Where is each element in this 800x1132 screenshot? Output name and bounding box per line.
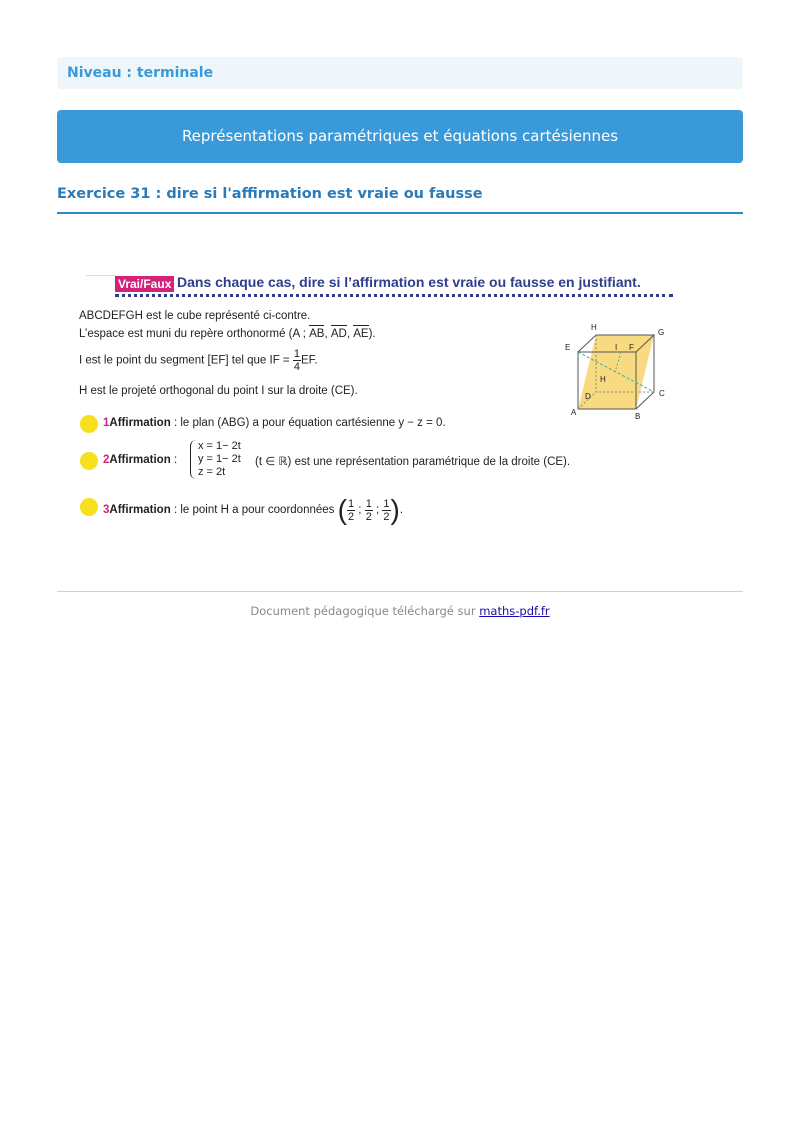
aff2-number: 2 [103,454,110,466]
statement-line-3 [79,348,318,373]
statement-line-4: H est le projeté orthogonal du point I sur la droite (CE). [79,385,358,397]
coord-sep-2: ; [376,504,380,517]
label-d: D [585,392,591,401]
coord-y-num: 1 [365,497,372,510]
coord-x [347,498,355,523]
bullet-dot-3 [80,498,98,516]
label-c: C [659,389,665,398]
footer-link[interactable]: maths-pdf.fr [479,604,550,618]
label-f: F [629,343,634,352]
level-box [57,57,743,89]
coord-x-den: 2 [347,510,355,523]
aff1-word: Affirmation [109,417,171,429]
affirmation-2 [103,454,177,466]
chapter-banner: Représentations paramétriques et équations cartésiennes [57,110,743,163]
footer-text: Document pédagogique téléchargé sur [250,604,480,618]
exercise-title: Exercice 31 : dire si l'affirmation est vraie ou fausse [57,186,483,202]
vector-ab: AB [309,328,325,340]
statement-line-2: L’espace est muni du repère orthonormé (A ; AB, AD, AE). [79,328,376,340]
paren-open: ( [337,494,347,525]
coord-y [365,498,373,523]
decor-line [86,275,116,276]
line2-end: ). [368,328,376,340]
coord-x-num: 1 [347,497,355,510]
coord-z-den: 2 [383,510,390,523]
label-a: A [571,408,577,417]
exercise-heading: Dans chaque cas, dire si l’affirmation est vraie ou fausse en justifiant. [177,274,641,290]
affirmation-3: 3Affirmation : le point H a pour coordonnées ( $\frac{1}{2}$ ; $\frac{1}{2}$ ; $\frac{1}{2}$ ). [103,494,404,525]
aff3-text: : le point H a pour coordonnées [170,504,335,517]
aff2-word: Affirmation [109,454,171,466]
label-i: I [615,343,618,352]
coord-z [382,498,390,523]
fraction-one-quarter [293,348,301,373]
system-line-y: y = 1− 2t [198,453,241,465]
aff2-text: : [170,454,178,466]
frac-denominator: 4 [293,361,300,373]
line3-start: I est le point du segment [EF] tel que IF = [79,354,293,367]
coord-y-den: 2 [365,510,372,523]
parametric-system [190,440,241,479]
footer [0,604,800,618]
aff3-number: 3 [103,504,110,517]
aff3-word: Affirmation [109,504,171,517]
system-line-x: x = 1− 2t [198,440,241,452]
footer-divider [57,591,743,592]
title-divider [57,212,743,214]
exercise-image [78,270,698,530]
label-g: G [658,328,665,337]
affirmation-1 [103,417,446,429]
dotted-divider [115,294,673,297]
label-h-top: H [591,323,597,332]
system-line-z: z = 2t [198,466,226,478]
aff1-text: : le plan (ABG) a pour équation cartésienne y − z = 0. [170,417,446,429]
aff2-after: (t ∈ ℝ) est une représentation paramétrique de la droite (CE). [255,456,571,468]
true-false-tag: Vrai/Faux [115,276,174,292]
vector-ad: AD [330,328,347,340]
label-b: B [635,412,641,421]
vector-ae: AE [353,328,369,340]
line3-end: EF. [300,354,318,367]
coord-z-num: 1 [383,497,390,510]
level-label: Niveau : terminale [67,65,214,81]
aff1-number: 1 [103,417,110,429]
frac-numerator: 1 [293,348,300,360]
cube-figure [558,322,678,422]
bullet-dot-2 [80,452,98,470]
statement-line-1: ABCDEFGH est le cube représenté ci-contre. [79,310,311,322]
bullet-dot-1 [80,415,98,433]
label-e: E [565,343,571,352]
paren-close: ) [390,494,400,525]
line2-start: L’espace est muni du repère orthonormé (A ; [79,328,310,340]
coord-sep-1: ; [358,504,362,517]
label-h-proj: H [600,375,606,384]
